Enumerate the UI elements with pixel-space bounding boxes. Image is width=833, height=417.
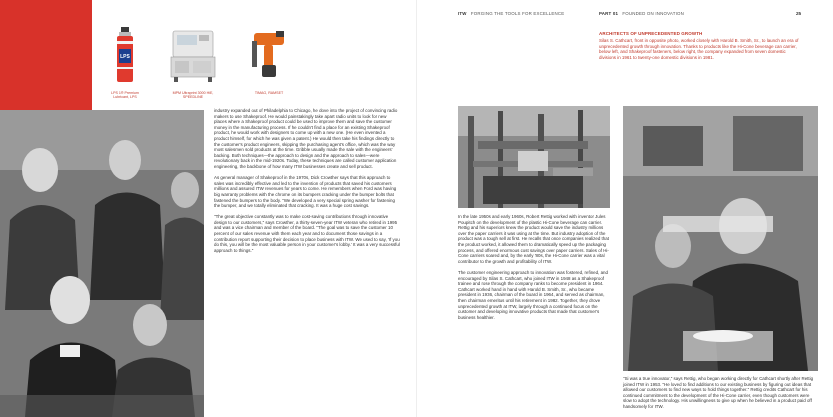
- paragraph: "Si was a true innovator," says Rettig, who began working directly for Cathcart shortly after Rettig joined ITW in 1953. "He loved to find additions to our existing business by figuring out ideas that allowed our customers to find new ways to hold things together." Rettig credits Cathcart for his continued commitment to the development of the Hi-Cone carrier, even though customers were slow to adopt the technology. His unwillingness to give up when he believed in a product paid off handsomely for ITW.: [623, 376, 814, 409]
- engineers-photo: [623, 106, 818, 371]
- product-caption-line: SPEEDLINE: [182, 95, 204, 100]
- paragraph: "The great objective constantly was to make cost-saving contributions through innovative design to our customers," says Crowther, a thirty-seven-year ITW veteran who retired in 1995 and was a vice chairman and member of the board. "The goal was to save the customer 10 percent of our sales revenue with them each year and to document those savings in a contribution report supporting their decision to place business with ITW. We used to say, 'If you do this, you will be the most valuable person in your customer's lobby.' It was a very successful approach to things.": [214, 214, 400, 253]
- paragraph: As general manager of Shakeproof in the 1970s, Dick Crowther says that this approach to sales was incredibly effective and led to the invention of products that saved his customers millions and assured ITW revenues for years to come. He remembers when Ford was having big warranty problems with the chrome on its bumpers cracking under the bumper bolts that fastened the bumpers to the body. "We developed a very special spring washer for fastening the bumper, and we totally eliminated that cracking. It was a huge cost savings.: [214, 175, 397, 209]
- paragraph: In the late 1950s and early 1960s, Robert Rettig worked with inventor Jules Poupitch on the development of the plastic Hi-Cone beverage can carrier. Rettig and his superiors knew the product would save the industry millions over the paper carriers it was using at the time. But industry adoption of the product was a tough sell at first. He recalls that once companies realized that the product worked, it allowed them to dramatically speed up the packaging process, and offered enormous cost savings over paper carriers. Sales of Hi-Cone carriers soared and, by the early '80s, the Hi-Cone carrier was a vital contributor to the growth and profitability of ITW.: [458, 214, 609, 264]
- running-head-right: [599, 11, 684, 16]
- product-caption-line: MPM Ultraprint 3000 HiE,: [172, 91, 214, 95]
- part-label: PART 01: [599, 11, 619, 16]
- sidebar-heading: ARCHITECTS OF UNPRECEDENTED GROWTH: [599, 31, 703, 36]
- meeting-photo: [0, 110, 204, 417]
- paragraph: industry expanded out of Philadelphia to Chicago, he dove into the project of convincing radio makers to use Shakeproof. He would painstakingly take apart radio units to look for new places where a Shakeproof product could be used to improve them and save the customer money in the manufacturing process. If he couldn't find a place for an existing Shakeproof product, he would work with designers to come up with a new one. (He even invented a product himself, for which he was given a patent.) He would then take his findings directly to the customer's product engineers, skipping the purchasing agent's office, which was the way most salesmen sold products at the time. Gribble usually made the sale with the engineers' backing. Both techniques—the approach to design and the approach to sales—were revolutionary back in the mid-1920s. Today, these techniques are called customer application engineering, the backbone of how many ITW businesses create and sell product.: [214, 108, 398, 169]
- part-title: FOUNDED ON INNOVATION: [622, 11, 685, 16]
- product-caption-line: TIMAG, RAMSET: [254, 91, 284, 95]
- product-lps-lubricant: [103, 27, 147, 100]
- running-head-left: [458, 11, 564, 16]
- spray-can-image: [115, 27, 135, 83]
- page-number: 25: [796, 11, 802, 16]
- middle-body-text: [458, 214, 610, 326]
- sidebar-caption: Silas S. Cathcart, front in opposite photo, worked closely with Harold B. Smith, Sr., to launch an era of unprecedented growth through innovation. Thanks to products like the Hi-Cone beverage can carrier, below left, and Shakeproof fasteners, below right, the company expanded from seven domestic divisions in 1961 to twenty-one domestic divisions in 1981.: [599, 38, 799, 60]
- book-tagline: FORGING THE TOOLS FOR EXCELLENCE: [470, 11, 565, 16]
- paragraph: The customer engineering approach to innovation was fostered, refined, and encouraged by Silas S. Cathcart, who joined ITW in 1948 as a Shakeproof trainee and rose through the company ranks to become president in 1964. Cathcart worked hand in hand with Harold B. Smith, Sr., who became president in 1936, chairman of the board in 1964, and served as chairman, then chairman emeritus until his retirement in 1982. Together, they drove unprecedented growth at ITW, largely through a continued focus on the customer and developing innovative products that made that customer's business healthier.: [458, 269, 608, 320]
- nail-gun-image: [250, 27, 288, 83]
- page-gutter: [416, 0, 417, 417]
- svg-text:LPS: LPS: [120, 54, 130, 60]
- left-body-text: [214, 108, 400, 259]
- product-caption-line: LPS 1® Premium: [111, 91, 139, 95]
- brand-name: ITW: [458, 11, 467, 16]
- right-body-text: [623, 376, 818, 415]
- printer-machine-image: [169, 27, 217, 83]
- factory-photo: [458, 106, 610, 208]
- product-mpm-ultraprint: [164, 27, 222, 100]
- product-timag-ramset: [244, 27, 294, 95]
- product-caption-line: Lubricant, LPS: [113, 95, 137, 100]
